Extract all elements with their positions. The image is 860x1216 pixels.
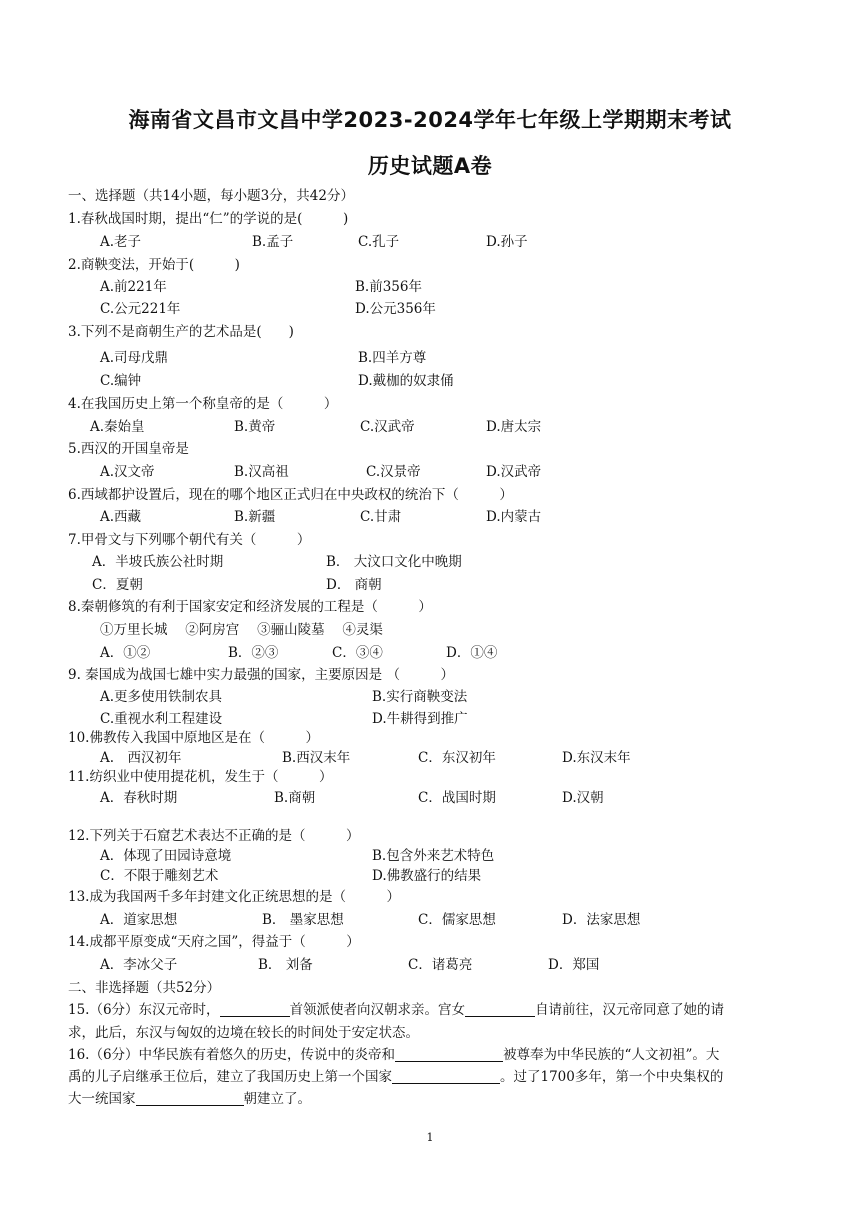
q12-option-a: A．体现了田园诗意境 — [100, 848, 232, 864]
q6-option-d: D.内蒙古 — [486, 509, 542, 525]
q1-option-c: C.孔子 — [358, 234, 400, 250]
q13-option-c: C．儒家思想 — [418, 912, 496, 928]
question-2: 2.商鞅变法，开始于( ) — [68, 257, 240, 273]
question-13: 13.成为我国两千多年封建文化正统思想的是（ ） — [68, 889, 400, 905]
q12-option-b: B.包含外来艺术特色 — [372, 848, 495, 864]
q6-option-c: C.甘肃 — [360, 509, 402, 525]
q3-option-a: A.司母戊鼎 — [100, 350, 169, 366]
q16-text-5: 大一统国家 — [68, 1091, 136, 1107]
q9-option-a: A.更多使用铁制农具 — [100, 689, 223, 705]
q16-text-6: 朝建立了。 — [243, 1091, 311, 1107]
question-14: 14.成都平原变成“天府之国”，得益于（ ） — [68, 934, 360, 950]
q16-blank-1[interactable] — [395, 1047, 503, 1062]
q11-option-b: B.商朝 — [274, 790, 316, 806]
q15-blank-2[interactable] — [465, 1002, 535, 1017]
q16-text-2: 被尊奉为中华民族的“人文初祖”。大 — [503, 1047, 720, 1063]
question-8: 8.秦朝修筑的有利于国家安定和经济发展的工程是（ ） — [68, 599, 432, 615]
question-15-line-2: 求，此后，东汉与匈奴的边境在较长的时间处于安定状态。 — [68, 1025, 419, 1041]
question-1: 1.春秋战国时期，提出“仁”的学说的是( ) — [68, 211, 349, 227]
q4-option-b: B.黄帝 — [234, 419, 276, 435]
q5-option-b: B.汉高祖 — [234, 464, 289, 480]
q8-items: ①万里长城 ②阿房宫 ③骊山陵墓 ④灵渠 — [100, 622, 383, 638]
question-16-line-2 — [68, 1068, 723, 1086]
q15-text-3: 自请前往，汉元帝同意了她的请 — [535, 1002, 725, 1018]
q16-blank-3[interactable] — [136, 1091, 244, 1106]
q16-blank-2[interactable] — [392, 1069, 500, 1084]
q16-text-3: 禹的儿子启继承王位后，建立了我国历史上第一个国家 — [68, 1069, 392, 1085]
q2-option-a: A.前221年 — [100, 279, 167, 295]
q15-text-2: 首领派使者向汉朝求亲。宫女 — [289, 1002, 466, 1018]
q12-option-c: C．不限于雕刻艺术 — [100, 868, 219, 884]
q2-option-b: B.前356年 — [355, 279, 422, 295]
q2-option-c: C.公元221年 — [100, 301, 181, 317]
q10-option-d: D.东汉末年 — [562, 750, 631, 766]
question-6: 6.西域都护设置后，现在的哪个地区正式归在中央政权的统治下（ ） — [68, 487, 513, 503]
question-16-line-3 — [68, 1090, 311, 1108]
question-3: 3.下列不是商朝生产的艺术品是( ) — [68, 324, 294, 340]
question-9: 9. 秦国成为战国七雄中实力最强的国家，主要原因是 （ ） — [68, 667, 454, 683]
section-2-heading: 二、非选择题（共52分） — [68, 980, 221, 996]
q16-text-4: 。过了1700多年，第一个中央集权的 — [500, 1069, 724, 1085]
q4-option-a: A.秦始皇 — [90, 419, 145, 435]
q4-option-d: D.唐太宗 — [486, 419, 542, 435]
q13-option-d: D．法家思想 — [562, 912, 641, 928]
q10-option-c: C．东汉初年 — [418, 750, 496, 766]
q6-option-a: A.西藏 — [100, 509, 142, 525]
q7-option-a: A．半坡氏族公社时期 — [92, 554, 224, 570]
q1-option-a: A.老子 — [100, 234, 142, 250]
q11-option-d: D.汉朝 — [562, 790, 604, 806]
q11-option-a: A．春秋时期 — [100, 790, 178, 806]
q3-option-d: D.戴枷的奴隶俑 — [358, 373, 454, 389]
question-5: 5.西汉的开国皇帝是 — [68, 441, 189, 457]
question-10: 10.佛教传入我国中原地区是在（ ） — [68, 730, 319, 746]
question-7: 7.甲骨文与下列哪个朝代有关（ ） — [68, 532, 311, 548]
q14-option-b: B． 刘备 — [258, 957, 313, 973]
q2-option-d: D.公元356年 — [355, 301, 436, 317]
q12-option-d: D.佛教盛行的结果 — [372, 868, 482, 884]
question-15-line-1 — [68, 1001, 724, 1019]
q13-option-b: B． 墨家思想 — [262, 912, 344, 928]
q15-text-1: 15.（6分）东汉元帝时， — [68, 1002, 220, 1018]
exam-title: 海南省文昌市文昌中学2023-2024学年七年级上学期期末考试 — [128, 108, 732, 132]
q1-option-d: D.孙子 — [486, 234, 528, 250]
q7-option-d: D． 商朝 — [326, 577, 382, 593]
question-12: 12.下列关于石窟艺术表达不正确的是（ ） — [68, 828, 360, 844]
question-4: 4.在我国历史上第一个称皇帝的是（ ） — [68, 396, 338, 412]
q14-option-c: C．诸葛亮 — [408, 957, 473, 973]
question-11: 11.纺织业中使用提花机，发生于（ ） — [68, 769, 333, 785]
q10-option-a: A. 西汉初年 — [100, 750, 182, 766]
q5-option-d: D.汉武帝 — [486, 464, 542, 480]
q15-blank-1[interactable] — [220, 1002, 290, 1017]
q9-option-d: D.牛耕得到推广 — [372, 711, 468, 727]
q11-option-c: C．战国时期 — [418, 790, 496, 806]
q14-option-a: A．李冰父子 — [100, 957, 178, 973]
q9-option-c: C.重视水利工程建设 — [100, 711, 223, 727]
q10-option-b: B.西汉末年 — [282, 750, 351, 766]
exam-subtitle: 历史试题A卷 — [367, 154, 493, 178]
q3-option-b: B.四羊方尊 — [358, 350, 427, 366]
q8-option-b: B．②③ — [228, 645, 279, 661]
question-16-line-1 — [68, 1046, 719, 1064]
q5-option-c: C.汉景帝 — [366, 464, 421, 480]
q5-option-a: A.汉文帝 — [100, 464, 155, 480]
q1-option-b: B.孟子 — [252, 234, 294, 250]
q14-option-d: D．郑国 — [548, 957, 600, 973]
q8-option-d: D．①④ — [446, 645, 498, 661]
q6-option-b: B.新疆 — [234, 509, 276, 525]
q7-option-b: B． 大汶口文化中晚期 — [326, 554, 462, 570]
q3-option-c: C.编钟 — [100, 373, 142, 389]
q7-option-c: C．夏朝 — [92, 577, 143, 593]
q16-text-1: 16.（6分）中华民族有着悠久的历史，传说中的炎帝和 — [68, 1047, 396, 1063]
section-1-heading: 一、选择题（共14小题，每小题3分，共42分） — [68, 188, 354, 204]
q8-option-a: A．①② — [100, 645, 151, 661]
q4-option-c: C.汉武帝 — [360, 419, 415, 435]
q9-option-b: B.实行商鞅变法 — [372, 689, 468, 705]
q13-option-a: A．道家思想 — [100, 912, 178, 928]
page-number: 1 — [426, 1131, 434, 1144]
q8-option-c: C．③④ — [332, 645, 383, 661]
